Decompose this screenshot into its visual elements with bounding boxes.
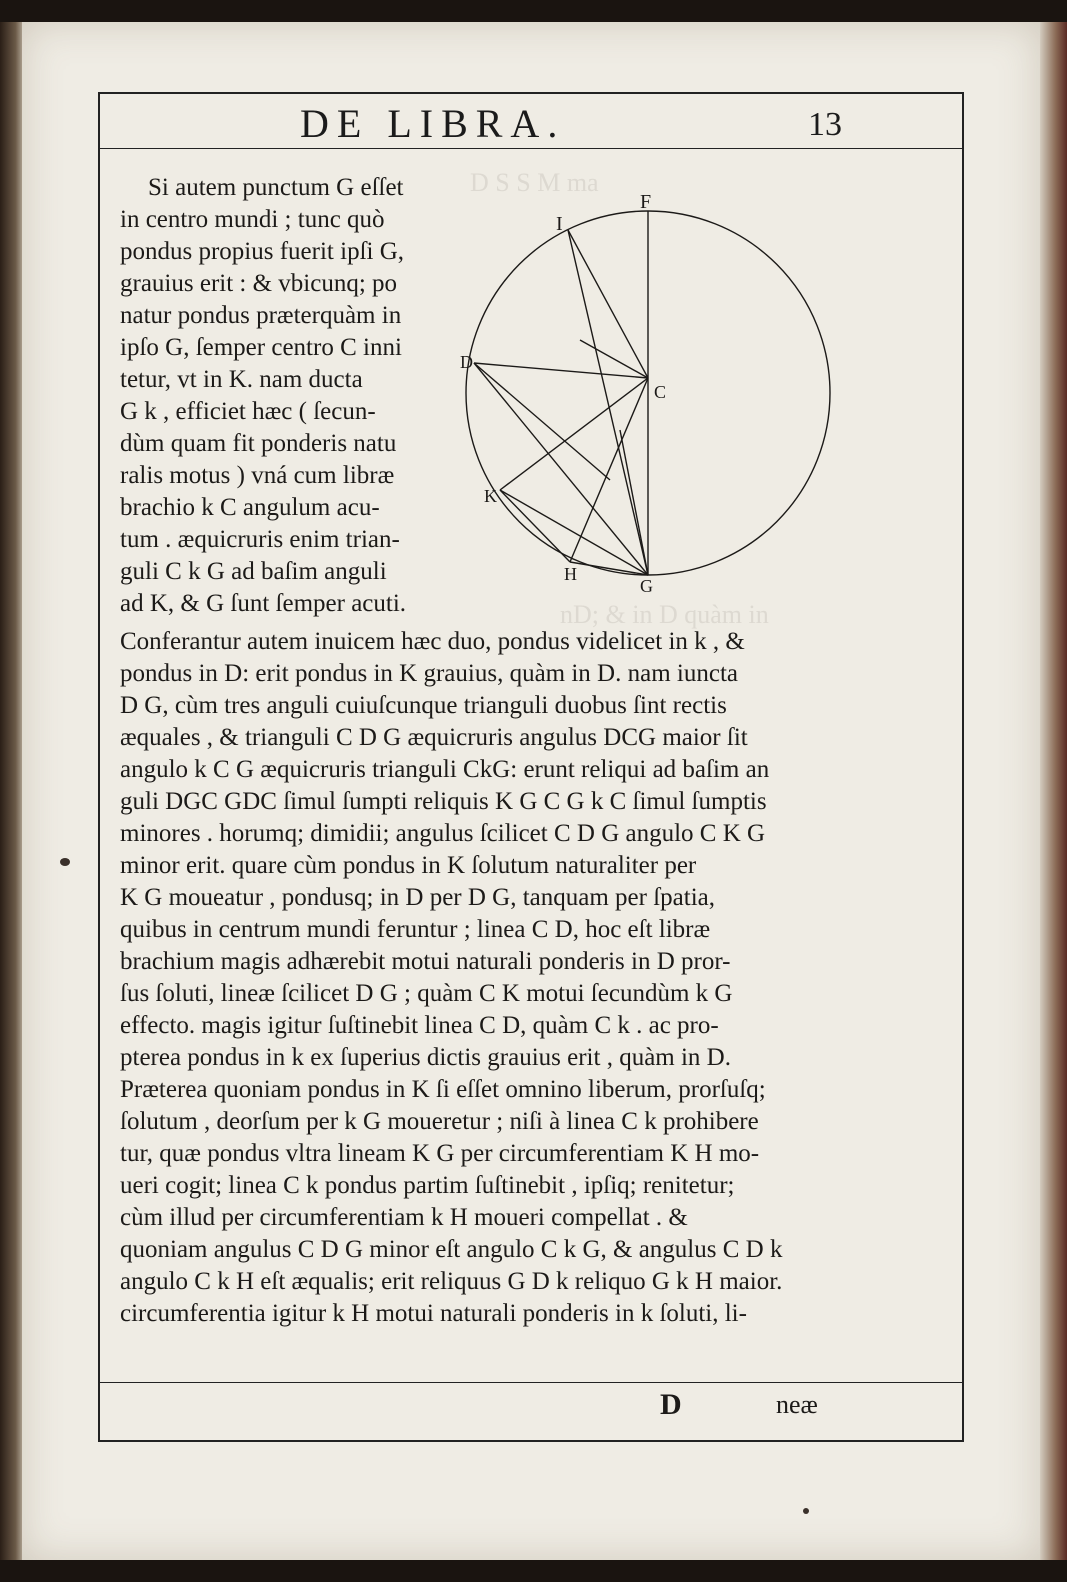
text-line: K G moueatur , pondusq; in D per D G, tanquam per ſpatia, [120,884,716,911]
text-line: ralis motus ) vná cum libræ [120,462,395,489]
line-aux1 [620,430,648,575]
text-line: quibus in centrum mundi feruntur ; linea C D, hoc eſt libræ [120,916,711,943]
text-line: ſolutum , deorſum per k G moueretur ; niſi à linea C k prohibere [120,1108,759,1135]
text-line: brachium magis adhærebit motui naturali ponderis in D pror- [120,948,731,975]
text-line: Conferantur autem inuicem hæc duo, pondus videlicet in k , & [120,628,745,655]
label-F: F [640,191,652,213]
text-line: brachio k C angulum acu- [120,494,380,521]
show-through-text: D S S M ma [470,168,599,197]
page-number: 13 [808,106,842,143]
text-line: ſus ſoluti, lineæ ſcilicet D G ; quàm C K motui ſecundùm k G [120,980,733,1007]
book-binding-right [1039,22,1067,1560]
text-line: quoniam angulus C D G minor eſt angulo C k G, & angulus C D k [120,1236,783,1263]
text-line: dùm quam fit ponderis natu [120,430,397,457]
bottom-rule [98,1440,964,1442]
header-rule [98,92,964,94]
signature-mark: D [660,1388,682,1421]
text-line: effecto. magis igitur ſuſtinebit linea C D, quàm C k . ac pro- [120,1012,719,1039]
line-DG [474,363,648,575]
line-KC [500,378,648,490]
geometric-diagram [460,190,860,600]
footer-rule [98,1382,964,1383]
label-K: K [484,486,497,506]
text-line: Si autem punctum G eſſet [148,174,404,201]
header-underline [98,148,964,149]
line-IG [568,230,648,575]
label-D: D [460,352,473,372]
text-line: ad K, & G ſunt ſemper acuti. [120,590,407,617]
text-line: Præterea quoniam pondus in K ſi eſſet omnino liberum, prorſuſq; [120,1076,766,1103]
running-title: DE LIBRA. [300,101,566,146]
text-line: tetur, vt in K. nam ducta [120,366,363,393]
text-line: G k , efficiet hæc ( ſecun- [120,398,376,425]
text-line: guli C k G ad baſim anguli [120,558,387,585]
text-line: angulo k C G æquicruris trianguli CkG: erunt reliqui ad baſim an [120,756,770,783]
text-line: æquales , & trianguli C D G æquicruris angulus DCG maior ſit [120,724,748,751]
label-I: I [556,213,563,235]
text-line: ueri cogit; linea C k pondus partim ſuſtinebit , ipſiq; renitetur; [120,1172,735,1199]
text-line: ipſo G, ſemper centro C inni [120,334,402,361]
ink-spot [60,858,70,866]
text-line: in centro mundi ; tunc quò [120,206,385,233]
text-line: cùm illud per circumferentiam k H moueri compellat . & [120,1204,688,1231]
text-line: tur, quæ pondus vltra lineam K G per circumferentiam K H mo- [120,1140,760,1167]
label-G: G [640,576,653,596]
label-H: H [564,564,577,584]
catchword: neæ [776,1390,818,1419]
label-C: C [654,382,667,402]
text-line: D G, cùm tres anguli cuiuſcunque trianguli duobus ſint rectis [120,692,727,719]
text-line: guli DGC GDC ſimul ſumpti reliquis K G C G k C ſimul ſumptis [120,788,767,815]
text-line: pondus in D: erit pondus in K grauius, quàm in D. nam iuncta [120,660,738,687]
line-KH [500,490,570,562]
text-line: angulo C k H eſt æqualis; erit reliquus G D k reliquo G k H maior. [120,1268,783,1295]
text-line: tum . æquicruris enim trian- [120,526,400,553]
text-line: grauius erit : & vbicunq; po [120,270,398,297]
text-line: pondus propius fuerit ipſi G, [120,238,405,265]
text-line: natur pondus præterquàm in [120,302,402,329]
line-DC [474,363,648,378]
text-line: minor erit. quare cùm pondus in K ſolutum naturaliter per [120,852,697,879]
show-through-text: nD; & in D quàm in [560,600,769,629]
text-line: minores . horumq; dimidii; angulus ſcilicet C D G angulo C K G [120,820,766,847]
text-line: circumferentia igitur k H motui naturali ponderis in k ſoluti, li- [120,1300,747,1327]
text-line: pterea pondus in k ex ſuperius dictis grauius erit , quàm in D. [120,1044,731,1071]
ink-spot [803,1508,809,1514]
